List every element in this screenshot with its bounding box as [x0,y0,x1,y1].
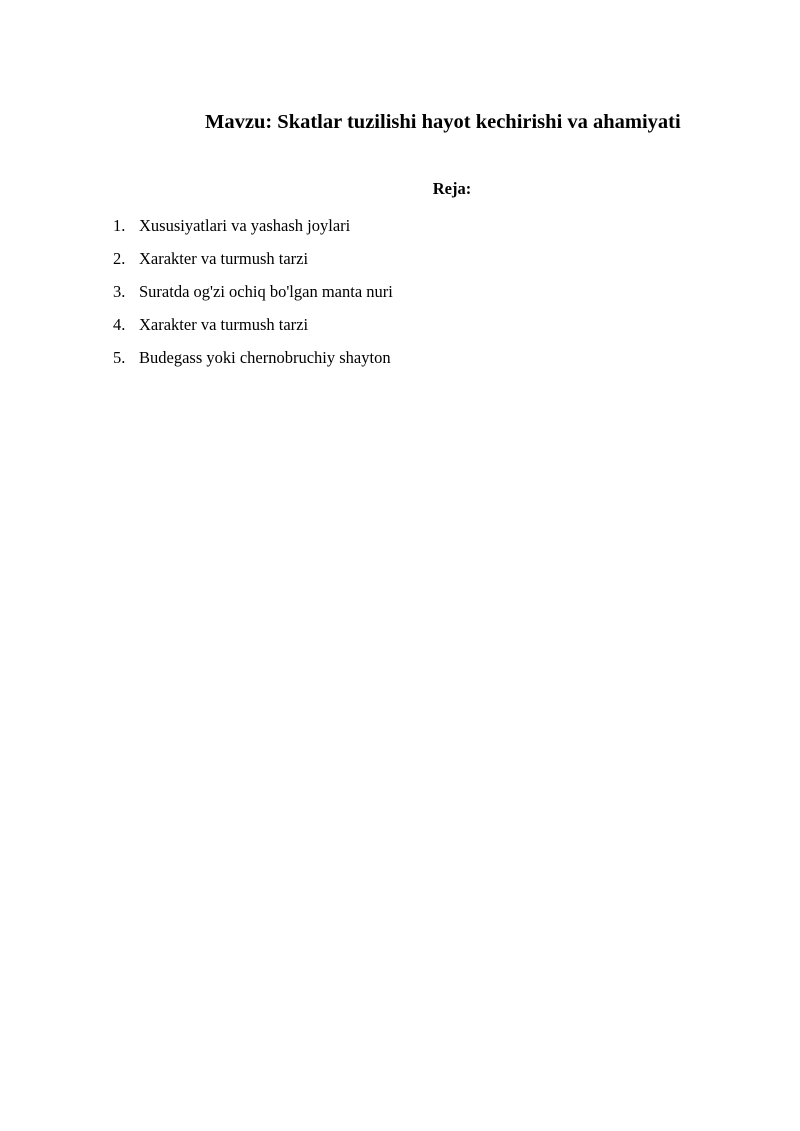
list-item-text: Budegass yoki chernobruchiy shayton [139,347,391,367]
list-item-number: 4. [113,314,126,334]
document-title: Mavzu: Skatlar tuzilishi hayot kechirishi va ahamiyati [205,111,681,133]
list-item-number: 1. [113,215,126,235]
list-item-text: Suratda og'zi ochiq bo'lgan manta nuri [139,281,393,301]
list-item [113,275,393,308]
plan-list [113,209,393,374]
list-item [113,209,393,242]
list-item [113,308,393,341]
list-item [113,242,393,275]
list-item-text: Xususiyatlari va yashash joylari [139,215,351,235]
plan-heading: Reja: [432,179,472,198]
list-item-text: Xarakter va turmush tarzi [139,314,309,334]
list-item-number: 3. [113,281,126,301]
list-item-number: 5. [113,347,126,367]
list-item-number: 2. [113,248,126,268]
list-item [113,341,393,374]
list-item-text: Xarakter va turmush tarzi [139,248,309,268]
